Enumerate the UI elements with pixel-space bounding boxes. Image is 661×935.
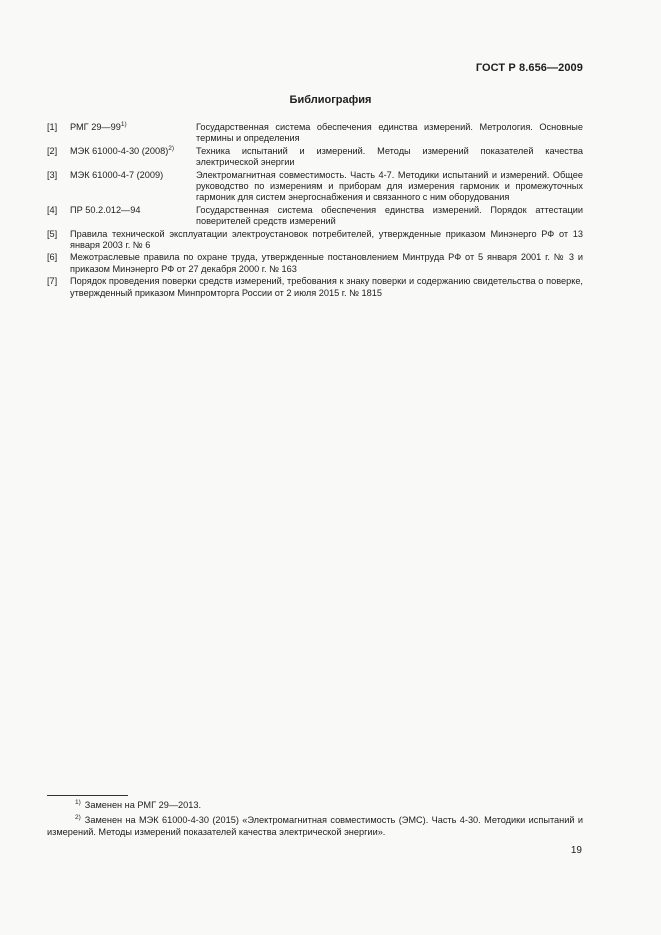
document-header-id: ГОСТ Р 8.656—2009 [475,62,583,74]
entry-code-text: ПР 50.2.012—94 [70,204,141,215]
entry-number: [7] [47,276,58,287]
bibliography-entry [47,146,583,169]
bibliography-entry [47,252,583,275]
bibliography-entry [47,170,583,204]
footnote-mark: 1) [75,799,81,806]
bibliography-entry [47,276,583,299]
footnote-text: Заменен на МЭК 61000-4-30 (2015) «Электромагнитная совместимость (ЭМС). Часть 4-30. Методики испытаний и измерений. Методы измерений показателей качества электрической энергии». [47,815,583,837]
bibliography-list [47,122,583,300]
bibliography-entry [47,205,583,228]
entry-code-text: МЭК 61000-4-7 (2009) [70,169,164,180]
footnotes [47,800,583,842]
entry-code-text: РМГ 29—99 [70,122,121,132]
entry-number: [3] [47,169,58,180]
entry-text: Межотраслевые правила по охране труда, утвержденные постановлением Минтруда РФ от 5 января 2001 г. № 3 и приказом Минэнерго РФ от 27 декабря 2000 г. № 163 [70,252,583,274]
entry-number: [4] [47,204,58,215]
entry-code [70,122,196,145]
footnote-ref: 1) [120,121,127,128]
bibliography-entry [47,229,583,252]
entry-description: Государственная система обеспечения единства измерений. Порядок аттестации поверителей средств измерений [196,204,583,227]
entry-number: [6] [47,252,58,263]
entry-number: [5] [47,228,58,239]
footnote-text: Заменен на РМГ 29—2013. [84,800,202,810]
footnote-mark: 2) [75,814,81,822]
section-title: Библиография [289,94,372,106]
page-number: 19 [570,845,582,856]
entry-code-text: МЭК 61000-4-30 (2008) [70,145,169,156]
bibliography-entry [47,122,583,145]
footnote [47,800,583,811]
entry-text: Правила технической эксплуатации электроустановок потребителей, утвержденные приказом Минэнерго РФ от 13 января 2003 г. № 6 [70,228,583,251]
footnote [47,815,583,838]
entry-text: Порядок проведения поверки средств измерений, требования к знаку поверки и содержанию свидетельства о поверке, утвержденный приказом Минпромторга России от 2 июля 2015 г. № 1815 [70,276,583,298]
entry-number: [2] [47,145,58,156]
footnote-ref: 2) [168,144,175,152]
entry-code [70,146,196,169]
entry-number: [1] [47,122,58,132]
entry-code [70,205,196,228]
entry-description: Государственная система обеспечения единства измерений. Метрология. Основные термины и определения [196,122,583,144]
entry-code [70,170,196,204]
footnote-divider [47,795,128,796]
entry-description: Техника испытаний и измерений. Методы измерений показателей качества электрической энергии [196,145,583,168]
entry-description: Электромагнитная совместимость. Часть 4-7. Методики испытаний и измерений. Общее руководство по измерениям и приборам для измерения гармоник и промежуточных гармоник для систем энергоснабжения и связанного с ним оборудования [196,169,583,203]
